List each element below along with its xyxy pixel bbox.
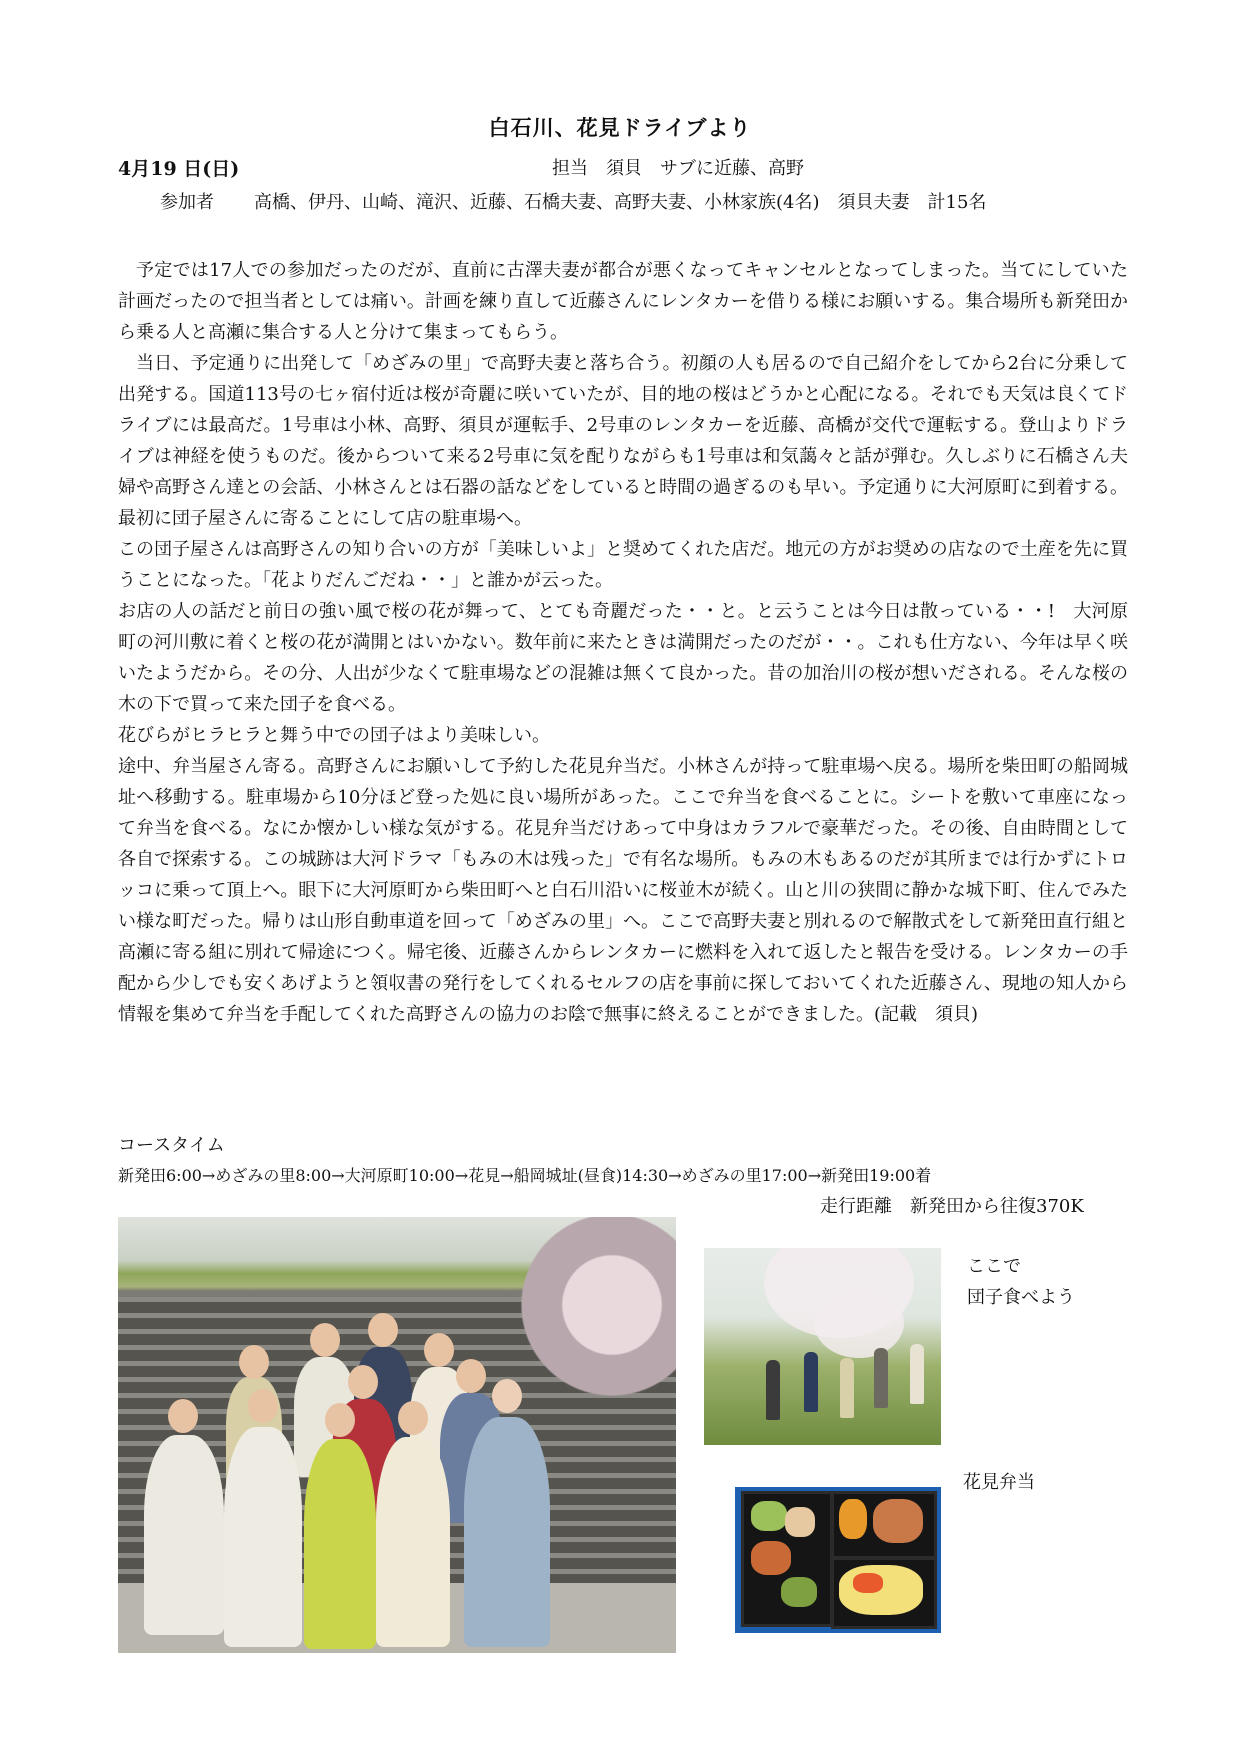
dango-caption-line1: ここで [967,1256,1021,1277]
paragraph-4: お店の人の話だと前日の強い風で桜の花が舞って、とても奇麗だった・・と。と云うことは今日は散っている・・! 大河原町の河川敷に着くと桜の花が満開とはいかない。数年前に来たときは満開だったのだが・・。これも仕方ない、今年は早く咲いたようだから。その分、人出が少なくて駐車場などの混雑は無くて良かった。昔の加治川の桜が想いだされる。そんな桜の木の下で買って来た団子を食べる。 [118,601,1128,715]
person-head [248,1389,278,1423]
person-head [168,1399,198,1433]
bento-food [839,1499,867,1539]
person-head [368,1313,398,1347]
person-head [456,1359,486,1393]
bento-food [751,1541,791,1575]
person [144,1435,224,1635]
person [910,1344,924,1404]
bento-food [751,1501,787,1531]
person-head [348,1365,378,1399]
person-head [310,1323,340,1357]
person [464,1417,550,1647]
course-time-label: コースタイム [118,1135,225,1156]
bento-photo [735,1487,941,1633]
bento-caption: 花見弁当 [963,1472,1035,1493]
person-head [239,1345,269,1379]
hanami-photo [704,1248,941,1445]
person [304,1439,376,1649]
person-head [492,1379,522,1413]
course-route: 新発田6:00→めざみの里8:00→大河原町10:00→花見→船岡城址(昼食)14:30→めざみの里17:00→新発田19:00着 [118,1166,932,1185]
bento-food [873,1499,923,1543]
bento-food [839,1565,923,1615]
paragraph-3: この団子屋さんは高野さんの知り合いの方が「美味しいよ」と奨めてくれた店だ。地元の方がお奨めの店なので土産を先に買うことになった。「花よりだんごだね・・」と誰かが云った。 [118,539,1128,591]
bento-food [781,1577,817,1607]
participants-line [160,188,986,214]
bento-food [853,1573,883,1593]
person-head [325,1403,355,1437]
group-photo [118,1217,676,1653]
person [874,1348,888,1408]
person [766,1360,780,1420]
paragraph-1: 予定では17人での参加だったのだが、直前に古澤夫妻が都合が悪くなってキャンセルとなってしまった。当てにしていた計画だったので担当者としては痛い。計画を練り直して近藤さんにレンタカーを借りる様にお願いする。集合場所も新発田から乗る人と高瀬に集合する人と分けて集まってもらう。 [118,260,1128,343]
travel-distance: 走行距離 新発田から往復370K [820,1196,1084,1217]
participants-list: 高橋、伊丹、山崎、滝沢、近藤、石橋夫妻、高野夫妻、小林家族(4名) 須貝夫妻 計15名 [254,192,987,213]
dango-caption [967,1251,1075,1313]
person [224,1427,302,1647]
event-date: 4月19 日(日) [118,158,240,180]
cherry-blossom [814,1288,904,1358]
staff-line: 担当 須貝 サブに近藤、高野 [552,158,804,179]
person-head [398,1401,428,1435]
person [804,1352,818,1412]
person [840,1358,854,1418]
page-title: 白石川、花見ドライブより [488,115,752,140]
participants-label: 参加者 [160,192,214,213]
report-body [118,255,1128,1030]
paragraph-5: 花びらがヒラヒラと舞う中での団子はより美味しい。 [118,725,550,746]
bento-food [785,1507,815,1537]
paragraph-6: 途中、弁当屋さん寄る。高野さんにお願いして予約した花見弁当だ。小林さんが持って駐車場へ戻る。場所を柴田町の船岡城址へ移動する。駐車場から10分ほど登った処に良い場所があった。ここで弁当を食べることに。シートを敷いて車座になって弁当を食べる。なにか懐かしい様な気がする。花見弁当だけあって中身はカラフルで豪華だった。その後、自由時間として各自で探索する。この城跡は大河ドラマ「もみの木は残った」で有名な場所。もみの木もあるのだが其所までは行かずにトロッコに乗って頂上へ。眼下に大河原町から柴田町へと白石川沿いに桜並木が続く。山と川の狭間に静かな城下町、住んでみたい様な町だった。帰りは山形自動車道を回って「めざみの里」へ。ここで高野夫妻と別れるので解散式をして新発田直行組と高瀬に寄る組に別れて帰途につく。帰宅後、近藤さんからレンタカーに燃料を入れて返したと報告を受ける。レンタカーの手配から少しでも安くあげようと領収書の発行をしてくれるセルフの店を事前に探しておいてくれた近藤さん、現地の知人から情報を集めて弁当を手配してくれた高野さんの協力のお陰で無事に終えることができました。(記載 須貝) [118,756,1128,1025]
paragraph-2: 当日、予定通りに出発して「めざみの里」で高野夫妻と落ち合う。初顔の人も居るので自己紹介をしてから2台に分乗して出発する。国道113号の七ヶ宿付近は桜が奇麗に咲いていたが、目的地の桜はどうかと心配になる。それでも天気は良くてドライブには最高だ。1号車は小林、高野、須貝が運転手、2号車のレンタカーを近藤、高橋が交代で運転する。登山よりドライブは神経を使うものだ。後からついて来る2号車に気を配りながらも1号車は和気藹々と話が弾む。久しぶりに石橋さん夫婦や高野さん達との会話、小林さんとは石器の話などをしていると時間の過ぎるのも早い。予定通りに大河原町に到着する。最初に団子屋さんに寄ることにして店の駐車場へ。 [118,353,1128,529]
cherry-tree [516,1217,676,1437]
dango-caption-line2: 団子食べよう [967,1287,1075,1308]
person [376,1437,450,1647]
person-head [424,1333,454,1367]
